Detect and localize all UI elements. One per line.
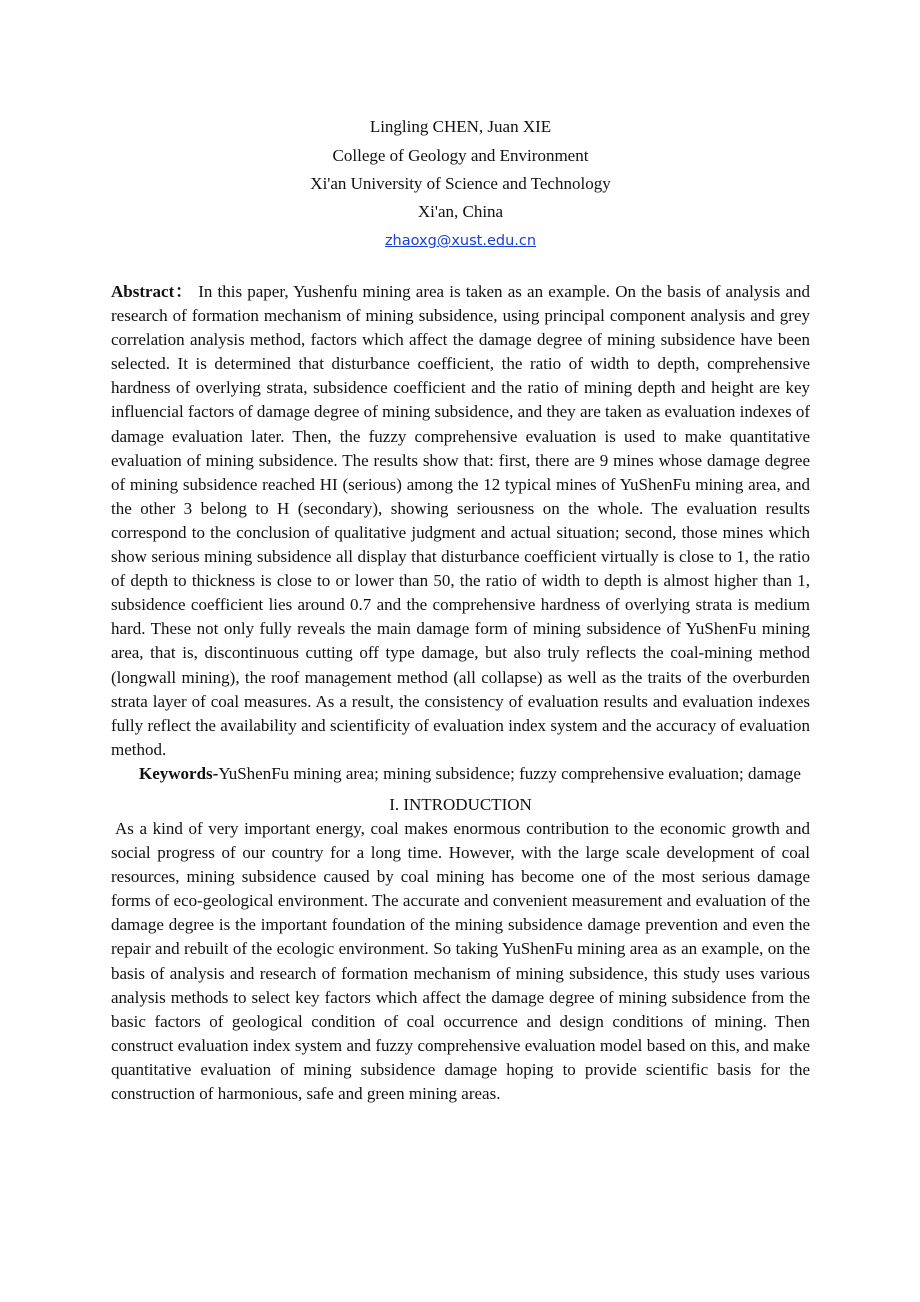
keywords-text: YuShenFu mining area; mining subsidence; fuzzy comprehensive evaluation; damage bbox=[218, 763, 801, 783]
abstract-paragraph bbox=[111, 280, 810, 762]
author-email-link[interactable]: zhaoxg@xust.edu.cn bbox=[384, 233, 537, 249]
author-department: College of Geology and Environment bbox=[332, 146, 589, 165]
author-location: Xi'an, China bbox=[417, 202, 504, 221]
abstract-text: In this paper, Yushenfu mining area is taken as an example. On the basis of analysis and research of formation mechanism of mining subsidence, using principal component analysis and grey correlation analysis method, factors which affect the damage degree of mining subsidence have been selected. It is determined that disturbance coefficient, the ratio of width to depth, comprehensive hardness of overlying strata, subsidence coefficient and the ratio of mining depth and height are key influencial factors of damage degree of mining subsidence, and they are taken as evaluation indexes of damage evaluation later. Then, the fuzzy comprehensive evaluation is used to make quantitative evaluation of mining subsidence. The results show that: first, there are 9 mines whose damage degree of mining subsidence reached HI (serious) among the 12 typical mines of YuShenFu mining area, and the other 3 belong to H (secondary), showing seriousness on the whole. The evaluation results correspond to the conclusion of qualitative judgment and actual situation; second, those mines which show serious mining subsidence all display that disturbance coefficient virtually is close to 1, the ratio of depth to thickness is close to or lower than 50, the ratio of width to depth is almost higher than 1, subsidence coefficient lies around 0.7 and the comprehensive hardness of overlying strata is medium hard. These not only fully reveals the main damage form of mining subsidence of YuShenFu mining area, that is, discontinuous cutting off type damage, but also truly reflects the coal-mining method (longwall mining), the roof management method (all collapse) as well as the traits of the overburden strata layer of coal measures. As a result, the consistency of evaluation results and evaluation indexes fully reflect the availability and scientificity of evaluation index system and the accuracy of evaluation method. bbox=[111, 282, 811, 759]
abstract-label: Abstract： bbox=[111, 282, 194, 301]
author-university: Xi'an University of Science and Technology bbox=[310, 174, 611, 193]
author-block bbox=[111, 113, 810, 255]
keywords-paragraph bbox=[111, 762, 810, 786]
author-names: Lingling CHEN, Juan XIE bbox=[369, 117, 552, 136]
section-title: NTRODUCTION bbox=[409, 794, 532, 814]
paper-page bbox=[111, 113, 810, 1106]
section-heading-introduction bbox=[111, 793, 810, 817]
keywords-label: Keywords- bbox=[139, 763, 219, 783]
section-numeral: I. I bbox=[389, 794, 410, 814]
introduction-paragraph: As a kind of very important energy, coal makes enormous contribution to the economic growth and social progress of our country for a long time. However, with the large scale development of coal resources, mining subsidence caused by coal mining has become one of the most serious damage forms of eco-geological environment. The accurate and convenient measurement and evaluation of the damage degree is the important foundation of the mining subsidence damage prevention and even the repair and rebuilt of the ecologic environment. So taking YuShenFu mining area as an example, on the basis of analysis and research of formation mechanism of mining subsidence, this study uses various analysis methods to select key factors which affect the damage degree of mining subsidence from the basic factors of geological condition of coal occurrence and design conditions of mining. Then construct evaluation index system and fuzzy comprehensive evaluation model based on this, and make quantitative evaluation of mining subsidence damage hoping to provide scientific basis for the construction of harmonious, safe and green mining areas. bbox=[111, 818, 810, 1103]
